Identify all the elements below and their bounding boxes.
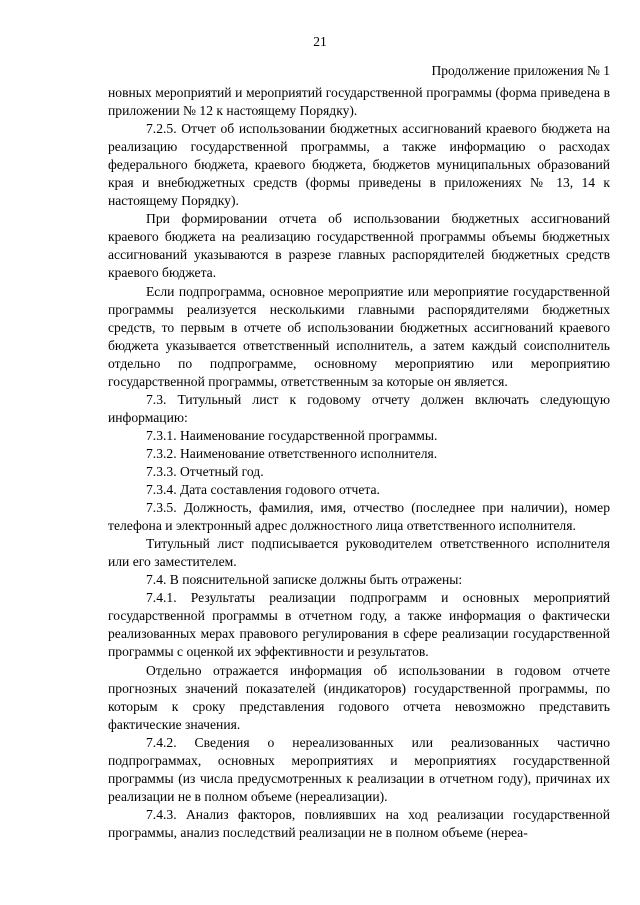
- paragraph-7-4-2: 7.4.2. Сведения о нереализованных или реализованных частично подпрограммах, основных мероприятиях и мероприятиях государственной программы (из числа предусмотренных к реализации в отчетном году), причинах их реализации не в полном объеме (нереализации).: [108, 734, 610, 804]
- document-body: [108, 84, 610, 842]
- paragraph-7-4: 7.4. В пояснительной записке должны быть отражены:: [146, 572, 463, 588]
- paragraph-7-3-2: 7.3.2. Наименование ответственного исполнителя.: [146, 445, 438, 461]
- paragraph-7-3-1: 7.3.1. Наименование государственной программы.: [146, 427, 438, 443]
- paragraph-7-3: 7.3. Титульный лист к годовому отчету должен включать следующую информацию:: [108, 391, 610, 425]
- paragraph-continuation: новных мероприятий и мероприятий государственной программы (форма приведена в приложении № 12 к настоящему Порядку).: [108, 85, 610, 119]
- paragraph-7-3-4: 7.3.4. Дата составления годового отчета.: [146, 482, 380, 498]
- paragraph-7-3-5: 7.3.5. Должность, фамилия, имя, отчество (последнее при наличии), номер телефона и электронный адрес должностного лица ответственного исполнителя.: [108, 500, 610, 534]
- paragraph-multiple-managers: Если подпрограмма, основное мероприятие или мероприятие государственной программы реализуется несколькими главными распорядителями бюджетных средств, то первым в отчете об использовании бюджетных ассигнований краевого бюджета указывается ответственный исполнитель, а затем каждый соисполнитель отдельно по подпрограмме, основному мероприятию или мероприятию государственной программы, ответственным за которые он является.: [108, 283, 610, 389]
- paragraph-report-formation: При формировании отчета об использовании бюджетных ассигнований краевого бюджета на реализацию государственной программы объемы бюджетных ассигнований указываются в разрезе главных распорядителей бюджетных средств краевого бюджета.: [108, 211, 610, 281]
- paragraph-forecast-values: Отдельно отражается информация об использовании в годовом отчете прогнозных значений показателей (индикаторов) государственной программы, по которым к сроку представления годового отчета невозможно представить фактические значения.: [108, 662, 610, 732]
- paragraph-7-4-3: 7.4.3. Анализ факторов, повлиявших на ход реализации государственной программы, анализ последствий реализации не в полном объеме (нереа-: [108, 806, 610, 840]
- appendix-continuation-note: Продолжение приложения № 1: [431, 63, 610, 78]
- paragraph-7-4-1: 7.4.1. Результаты реализации подпрограмм и основных мероприятий государственной программы в отчетном году, а также информация о фактически реализованных мерах правового регулирования в сфере реализации государственной программы с оценкой их эффективности и результатов.: [108, 590, 610, 660]
- page-number: 21: [313, 34, 327, 49]
- paragraph-7-2-5: 7.2.5. Отчет об использовании бюджетных ассигнований краевого бюджета на реализацию государственной программы, а также информацию о расходах федерального бюджета, краевого бюджета, бюджетов муниципальных образований края и внебюджетных средств (формы приведены в приложениях № 13, 14 к настоящему Порядку).: [108, 121, 610, 209]
- paragraph-title-page-signature: Титульный лист подписывается руководителем ответственного исполнителя или его заместителем.: [108, 536, 610, 570]
- paragraph-7-3-3: 7.3.3. Отчетный год.: [146, 463, 264, 479]
